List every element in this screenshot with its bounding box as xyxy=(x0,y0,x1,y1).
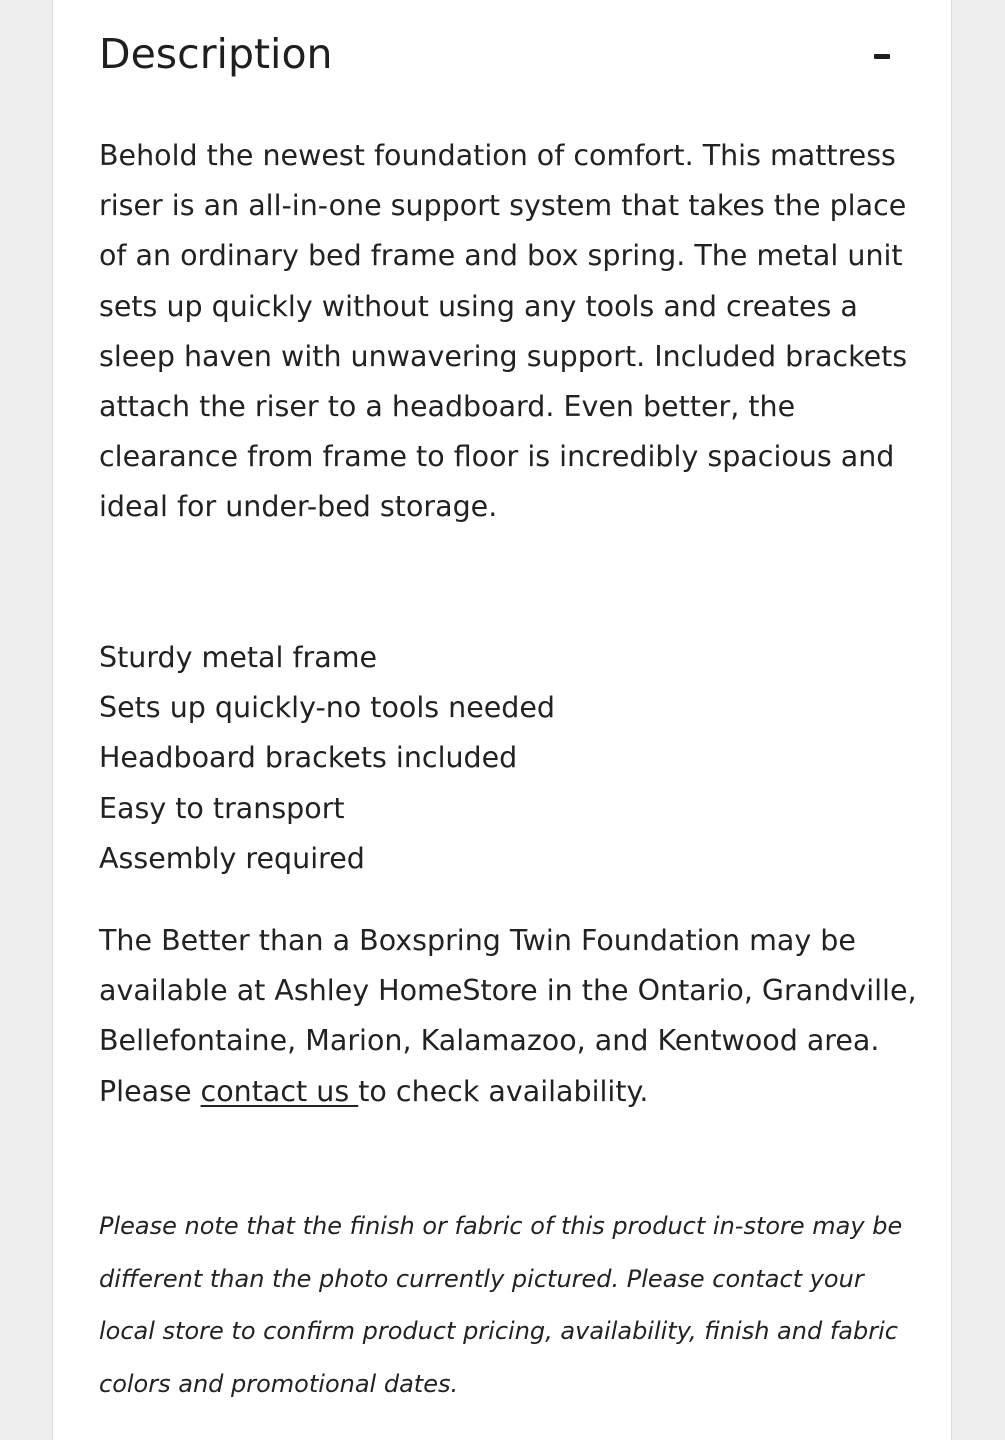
availability-text-before: The Better than a Boxspring Twin Foundation may be available at Ashley HomeStore in the Ontario, Grandville, Bellefontaine, Marion, Kalamazoo, and Kentwood area. Please xyxy=(99,924,917,1108)
section-title: Description xyxy=(99,30,333,78)
availability-text xyxy=(99,916,939,1117)
disclaimer-text: Please note that the finish or fabric of this product in-store may be different than the photo currently pictured. Please contact your local store to confirm product pricing, availability, finish and fabric colors and promotional dates. xyxy=(99,1212,903,1398)
feature-list xyxy=(99,633,929,884)
feature-item: Headboard brackets included xyxy=(99,741,518,775)
availability-text-after: to check availability. xyxy=(358,1074,649,1108)
feature-item: Sets up quickly-no tools needed xyxy=(99,691,556,725)
feature-item: Assembly required xyxy=(99,841,365,875)
feature-item: Sturdy metal frame xyxy=(99,641,377,674)
description-panel xyxy=(52,0,952,1440)
collapse-button[interactable] xyxy=(863,40,903,76)
minus-icon xyxy=(874,54,890,59)
contact-us-link[interactable]: contact us xyxy=(200,1074,359,1108)
description-text: Behold the newest foundation of comfort. This mattress riser is an all-in-one support system that takes the place of an ordinary bed frame and box spring. The metal unit sets up quickly without using any tools and creates a sleep haven with unwavering support. Included brackets attach the riser to a headboard. Even better, the clearance from frame to floor is incredibly spacious and ideal for under-bed storage. xyxy=(99,139,908,524)
feature-item: Easy to transport xyxy=(99,791,345,825)
section-header xyxy=(99,28,899,84)
